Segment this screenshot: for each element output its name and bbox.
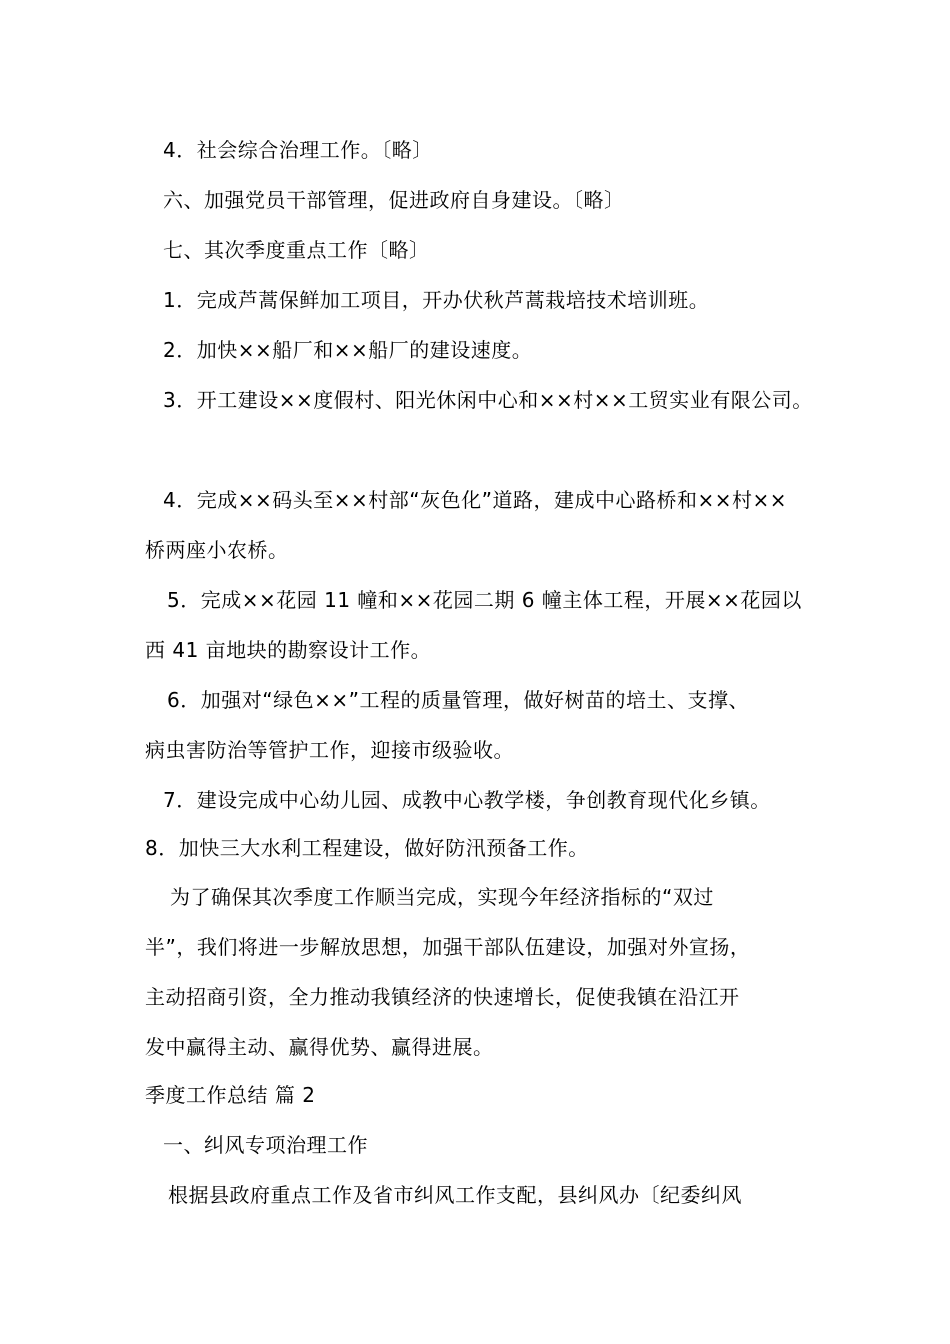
text-line-4: 1．完成芦蒿保鲜加工项目，开办伏秋芦蒿栽培技术培训班。 xyxy=(163,288,710,312)
text-line-16: 半”，我们将进一步解放思想，加强干部队伍建设，加强对外宣扬， xyxy=(145,935,751,959)
section-heading: 季度工作总结 篇 2 xyxy=(145,1083,316,1107)
text-line-5: 2．加快××船厂和××船厂的建设速度。 xyxy=(163,338,533,362)
text-line-9: 5．完成××花园 11 幢和××花园二期 6 幢主体工程，开展××花园以 xyxy=(167,588,802,612)
text-line-17: 主动招商引资，全力推动我镇经济的快速增长，促使我镇在沿江开 xyxy=(145,985,740,1009)
text-line-1: 4．社会综合治理工作。〔略〕 xyxy=(163,138,433,162)
text-line-3: 七、其次季度重点工作〔略〕 xyxy=(163,238,430,262)
text-line-18: 发中赢得主动、赢得优势、赢得进展。 xyxy=(145,1035,494,1059)
text-line-6: 3．开工建设××度假村、阳光休闲中心和××村××工贸实业有限公司。 xyxy=(163,388,813,412)
text-line-15: 为了确保其次季度工作顺当完成，实现今年经济指标的“双过 xyxy=(170,885,714,909)
text-line-2: 六、加强党员干部管理，促进政府自身建设。〔略〕 xyxy=(163,188,625,212)
text-line-20: 一、纠风专项治理工作 xyxy=(163,1133,368,1157)
text-line-11: 6．加强对“绿色××”工程的质量管理，做好树苗的培土、支撑、 xyxy=(167,688,749,712)
text-line-21: 根据县政府重点工作及省市纠风工作支配，县纠风办〔纪委纠风 xyxy=(168,1183,742,1207)
text-line-7: 4．完成××码头至××村部“灰色化”道路，建成中心路桥和××村×× xyxy=(163,488,788,512)
text-line-10: 西 41 亩地块的勘察设计工作。 xyxy=(145,638,432,662)
text-line-8: 桥两座小农桥。 xyxy=(145,538,289,562)
text-line-13: 7．建设完成中心幼儿园、成教中心教学楼，争创教育现代化乡镇。 xyxy=(163,788,771,812)
text-line-14: 8．加快三大水利工程建设，做好防汛预备工作。 xyxy=(145,836,589,860)
text-line-12: 病虫害防治等管护工作，迎接市级验收。 xyxy=(145,738,514,762)
